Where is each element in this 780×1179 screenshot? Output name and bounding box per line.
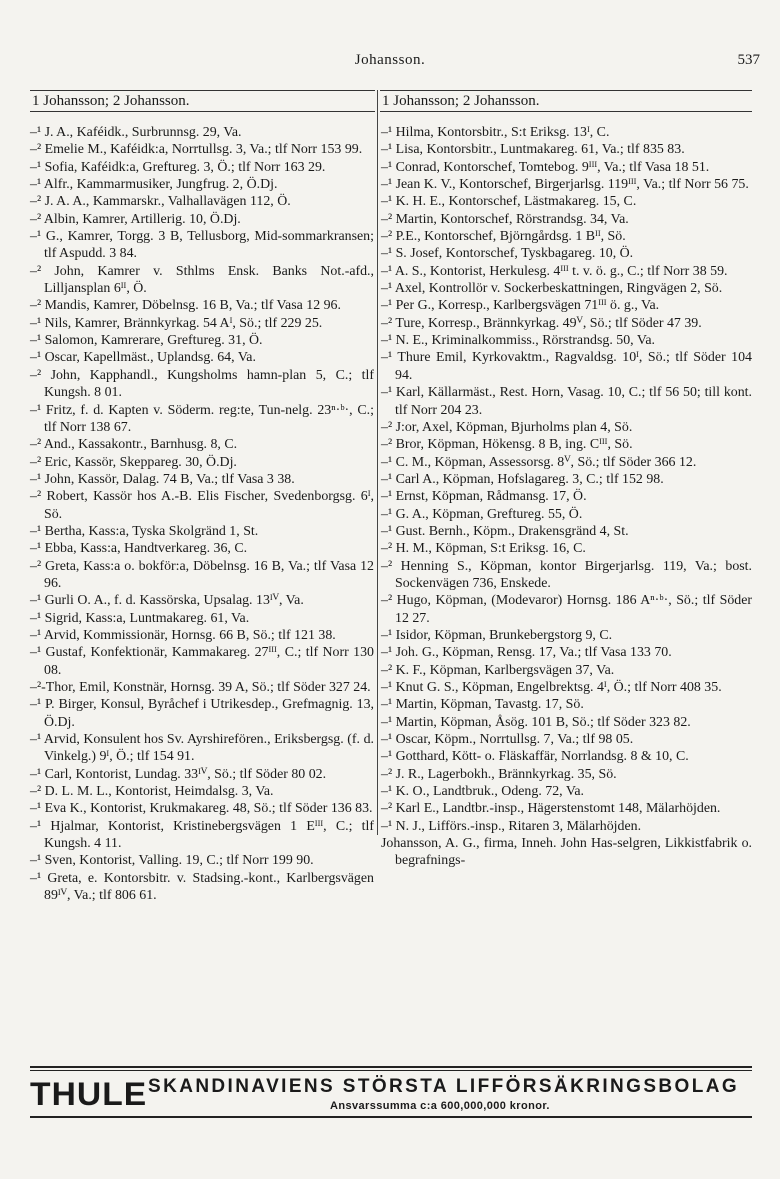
directory-entry: –¹ Hjalmar, Kontorist, Kristinebergsvägen 1 Eᴵᴵᴵ, C.; tlf Kungsh. 4 11.: [30, 818, 374, 852]
directory-entry: –¹ G., Kamrer, Torgg. 3 B, Tellusborg, Mid-sommarkransen; tlf Aspudd. 3 84.: [30, 229, 374, 262]
directory-entry: –¹ Carl, Kontorist, Lundag. 33ᴵⱽ, Sö.; tlf Söder 80 02.: [30, 766, 327, 782]
directory-entry: –¹ K. H. E., Kontorschef, Lästmakareg. 15, C.: [381, 194, 637, 210]
directory-entry: –² J. R., Lagerbokh., Brännkyrkag. 35, Sö.: [381, 766, 617, 782]
directory-entry: –² Greta, Kass:a o. bokför:a, Döbelnsg. 16 B, Va.; tlf Vasa 12 96.: [30, 558, 374, 591]
directory-entry: –² And., Kassakontr., Barnhusg. 8, C.: [30, 437, 238, 453]
banner-brand: THULE: [30, 1076, 148, 1112]
directory-entry: –¹ C. M., Köpman, Assessorsg. 8ⱽ, Sö.; tlf Söder 366 12.: [381, 454, 697, 470]
directory-entry: –¹ Joh. G., Köpman, Rensg. 17, Va.; tlf Vasa 133 70.: [381, 645, 672, 661]
directory-entry: –² John, Kamrer v. Sthlms Ensk. Banks Not.-afd., Lilljansplan 6ᴵᴵ, Ö.: [30, 263, 374, 297]
directory-entry: –² Hugo, Köpman, (Modevaror) Hornsg. 186 Aⁿ·ᵇ·, Sö.; tlf Söder 12 27.: [381, 593, 752, 626]
directory-entry: –¹ Carl A., Köpman, Hofslagareg. 3, C.; tlf 152 98.: [381, 471, 664, 487]
directory-entry: –¹ Jean K. V., Kontorschef, Birgerjarlsg. 119ᴵᴵᴵ, Va.; tlf Norr 56 75.: [381, 177, 749, 193]
directory-entry: –¹ Martin, Köpman, Tavastg. 17, Sö.: [381, 697, 584, 713]
directory-entry: –² K. F., Köpman, Karlbergsvägen 37, Va.: [381, 662, 615, 678]
directory-entry: –² J. A. A., Kammarskr., Valhallavägen 112, Ö.: [30, 194, 291, 210]
directory-entry: –¹ Gotthard, Kött- o. Fläskaffär, Norrlandsg. 8 & 10, C.: [381, 749, 689, 765]
right-column: [381, 124, 752, 870]
directory-entry: –¹ Gurli O. A., f. d. Kassörska, Upsalag. 13ᴵⱽ, Va.: [30, 593, 304, 609]
directory-entry: –¹ N. E., Kriminalkommiss., Rörstrandsg. 50, Va.: [381, 333, 655, 349]
directory-entry: –¹ Greta, e. Kontorsbitr. v. Stadsing.-kont., Karlbergsvägen 89ᴵⱽ, Va.; tlf 806 61.: [30, 870, 374, 904]
directory-entry: –² Robert, Kassör hos A.-B. Elis Fischer, Svedenborgsg. 6ᴵ, Sö.: [30, 489, 374, 522]
directory-entry: –¹ Karl, Källarmäst., Rest. Horn, Vasag. 10, C.; tlf 56 50; till kont. tlf Norr 204 23.: [381, 385, 752, 418]
directory-entry: –² Bror, Köpman, Hökensg. 8 B, ing. Cᴵᴵᴵ, Sö.: [381, 437, 633, 453]
directory-entry: –¹ G. A., Köpman, Greftureg. 55, Ö.: [381, 506, 583, 522]
directory-entry: –² H. M., Köpman, S:t Eriksg. 16, C.: [381, 541, 586, 557]
directory-entry: –¹ Oscar, Köpm., Norrtullsg. 7, Va.; tlf 98 05.: [381, 732, 634, 748]
directory-entry: –¹ Bertha, Kass:a, Tyska Skolgränd 1, St.: [30, 523, 259, 539]
directory-entry: –² John, Kapphandl., Kungsholms hamn-plan 5, C.; tlf Kungsh. 8 01.: [30, 367, 374, 401]
directory-entry: –¹ Oscar, Kapellmäst., Uplandsg. 64, Va.: [30, 350, 256, 366]
directory-entry: –¹ Lisa, Kontorsbitr., Luntmakareg. 61, Va.; tlf 835 83.: [381, 142, 685, 158]
directory-entry: –¹ Ebba, Kass:a, Handtverkareg. 36, C.: [30, 541, 248, 557]
directory-entry: –¹ Per G., Korresp., Karlbergsvägen 71ᴵᴵᴵ ö. g., Va.: [381, 298, 660, 314]
directory-entry: –¹ A. S., Kontorist, Herkulesg. 4ᴵᴵᴵ t. v. ö. g., C.; tlf Norr 38 59.: [381, 263, 728, 279]
directory-entry: –² Ture, Korresp., Brännkyrkag. 49ⱽ, Sö.; tlf Söder 47 39.: [381, 315, 702, 331]
directory-entry: –² Henning S., Köpman, kontor Birgerjarlsg. 119, Va.; bost. Sockenvägen 736, Enskede.: [381, 558, 752, 591]
directory-entry: –¹ Sven, Kontorist, Valling. 19, C.; tlf Norr 199 90.: [30, 853, 314, 869]
banner-capital: Ansvarssumma c:a 600,000,000 kronor.: [330, 1100, 550, 1112]
directory-entry: –² Emelie M., Kaféidk:a, Norrtullsg. 3, Va.; tlf Norr 153 99.: [30, 142, 363, 158]
directory-entry: –¹ Ernst, Köpman, Rådmansg. 17, Ö.: [381, 489, 587, 505]
directory-entry: –²-Thor, Emil, Konstnär, Hornsg. 39 A, Sö.; tlf Söder 327 24.: [30, 680, 371, 695]
directory-entry: –¹ Conrad, Kontorschef, Tomtebog. 9ᴵᴵᴵ, Va.; tlf Vasa 18 51.: [381, 159, 710, 175]
directory-entry: –² Martin, Kontorschef, Rörstrandsg. 34, Va.: [381, 211, 629, 227]
directory-entry: –¹ Martin, Köpman, Åsög. 101 B, Sö.; tlf Söder 323 82.: [381, 714, 691, 730]
banner-tagline: SKANDINAVIENS STÖRSTA LIFFÖRSÄKRINGSBOLAG: [148, 1076, 739, 1097]
directory-entry: –² J:or, Axel, Köpman, Bjurholms plan 4, Sö.: [381, 419, 633, 435]
directory-entry: –¹ Arvid, Kommissionär, Hornsg. 66 B, Sö.; tlf 121 38.: [30, 627, 336, 643]
directory-entry: –¹ Nils, Kamrer, Brännkyrkag. 54 Aᴵ, Sö.; tlf 229 25.: [30, 315, 323, 331]
directory-entry: –² Eric, Kassör, Skeppareg. 30, Ö.Dj.: [30, 454, 237, 470]
directory-entry: –¹ Sofia, Kaféidk:a, Greftureg. 3, Ö.; tlf Norr 163 29.: [30, 159, 326, 175]
directory-entry: –² D. L. M. L., Kontorist, Heimdalsg. 3, Va.: [30, 784, 274, 800]
directory-entry: –¹ N. J., Lifförs.-insp., Ritaren 3, Mälarhöjden.: [381, 818, 642, 834]
directory-entry: –¹ Arvid, Konsulent hos Sv. Ayrshirefören., Eriksbergsg. (f. d. Vinkelg.) 9ᴵ, Ö.; tlf 154 91.: [30, 732, 374, 765]
banner-rule-bottom: [30, 1116, 752, 1118]
directory-entry: –¹ Eva K., Kontorist, Krukmakareg. 48, Sö.; tlf Söder 136 83.: [30, 801, 373, 817]
column-divider: [377, 90, 378, 835]
directory-entry: –² Mandis, Kamrer, Döbelnsg. 16 B, Va.; tlf Vasa 12 96.: [30, 298, 341, 314]
directory-entry: Johansson, A. G., firma, Inneh. John Has-selgren, Likkistfabrik o. begrafnings-: [381, 836, 752, 869]
directory-entry: –¹ Thure Emil, Kyrkovaktm., Ragvaldsg. 10ᴵ, Sö.; tlf Söder 104 94.: [381, 350, 752, 383]
right-column-header: 1 Johansson; 2 Johansson.: [380, 90, 752, 112]
banner-rule-top: [30, 1066, 752, 1068]
directory-entry: –² Karl E., Landtbr.-insp., Hägerstenstomt 148, Mälarhöjden.: [381, 801, 721, 817]
running-title: Johansson.: [354, 52, 426, 68]
directory-entry: –¹ Knut G. S., Köpman, Engelbrektsg. 4ᴵ, Ö.; tlf Norr 408 35.: [381, 680, 722, 695]
directory-entry: –¹ Isidor, Köpman, Brunkebergstorg 9, C.: [381, 627, 613, 643]
directory-entry: –¹ John, Kassör, Dalag. 74 B, Va.; tlf Vasa 3 38.: [30, 471, 295, 487]
running-head: [0, 52, 780, 74]
directory-entry: –¹ K. O., Landtbruk., Odeng. 72, Va.: [381, 784, 584, 800]
directory-entry: –¹ Axel, Kontrollör v. Sockerbeskattningen, Ringvägen 2, Sö.: [381, 281, 723, 297]
directory-entry: –² P.E., Kontorschef, Björngårdsg. 1 Bᴵᴵ, Sö.: [381, 229, 626, 245]
directory-entry: –² Albin, Kamrer, Artillerig. 10, Ö.Dj.: [30, 211, 241, 227]
left-column: [30, 124, 374, 904]
directory-entry: –¹ Alfr., Kammarmusiker, Jungfrug. 2, Ö.Dj.: [30, 177, 278, 193]
directory-entry: –¹ Sigrid, Kass:a, Luntmakareg. 61, Va.: [30, 610, 250, 626]
directory-entry: –¹ P. Birger, Konsul, Byråchef i Utrikesdep., Grefmagnig. 13, Ö.Dj.: [30, 697, 374, 730]
page-number: 537: [737, 52, 760, 68]
directory-entry: –¹ S. Josef, Kontorschef, Tyskbagareg. 10, Ö.: [381, 246, 634, 262]
advertisement-banner: [30, 1072, 752, 1116]
directory-entry: –¹ Salomon, Kamrerare, Greftureg. 31, Ö.: [30, 333, 263, 349]
directory-entry: –¹ Gustaf, Konfektionär, Kammakareg. 27ᴵᴵᴵ, C.; tlf Norr 130 08.: [30, 645, 374, 678]
directory-entry: –¹ Hilma, Kontorsbitr., S:t Eriksg. 13ᴵ, C.: [381, 125, 610, 140]
banner-rule-top-thin: [30, 1070, 752, 1071]
directory-entry: –¹ Gust. Bernh., Köpm., Drakensgränd 4, St.: [381, 523, 629, 539]
directory-entry: –¹ J. A., Kaféidk., Surbrunnsg. 29, Va.: [30, 125, 242, 140]
directory-entry: –¹ Fritz, f. d. Kapten v. Söderm. reg:te, Tun-nelg. 23ⁿ·ᵇ·, C.; tlf Norr 138 67.: [30, 402, 374, 435]
left-column-header: 1 Johansson; 2 Johansson.: [30, 90, 375, 112]
